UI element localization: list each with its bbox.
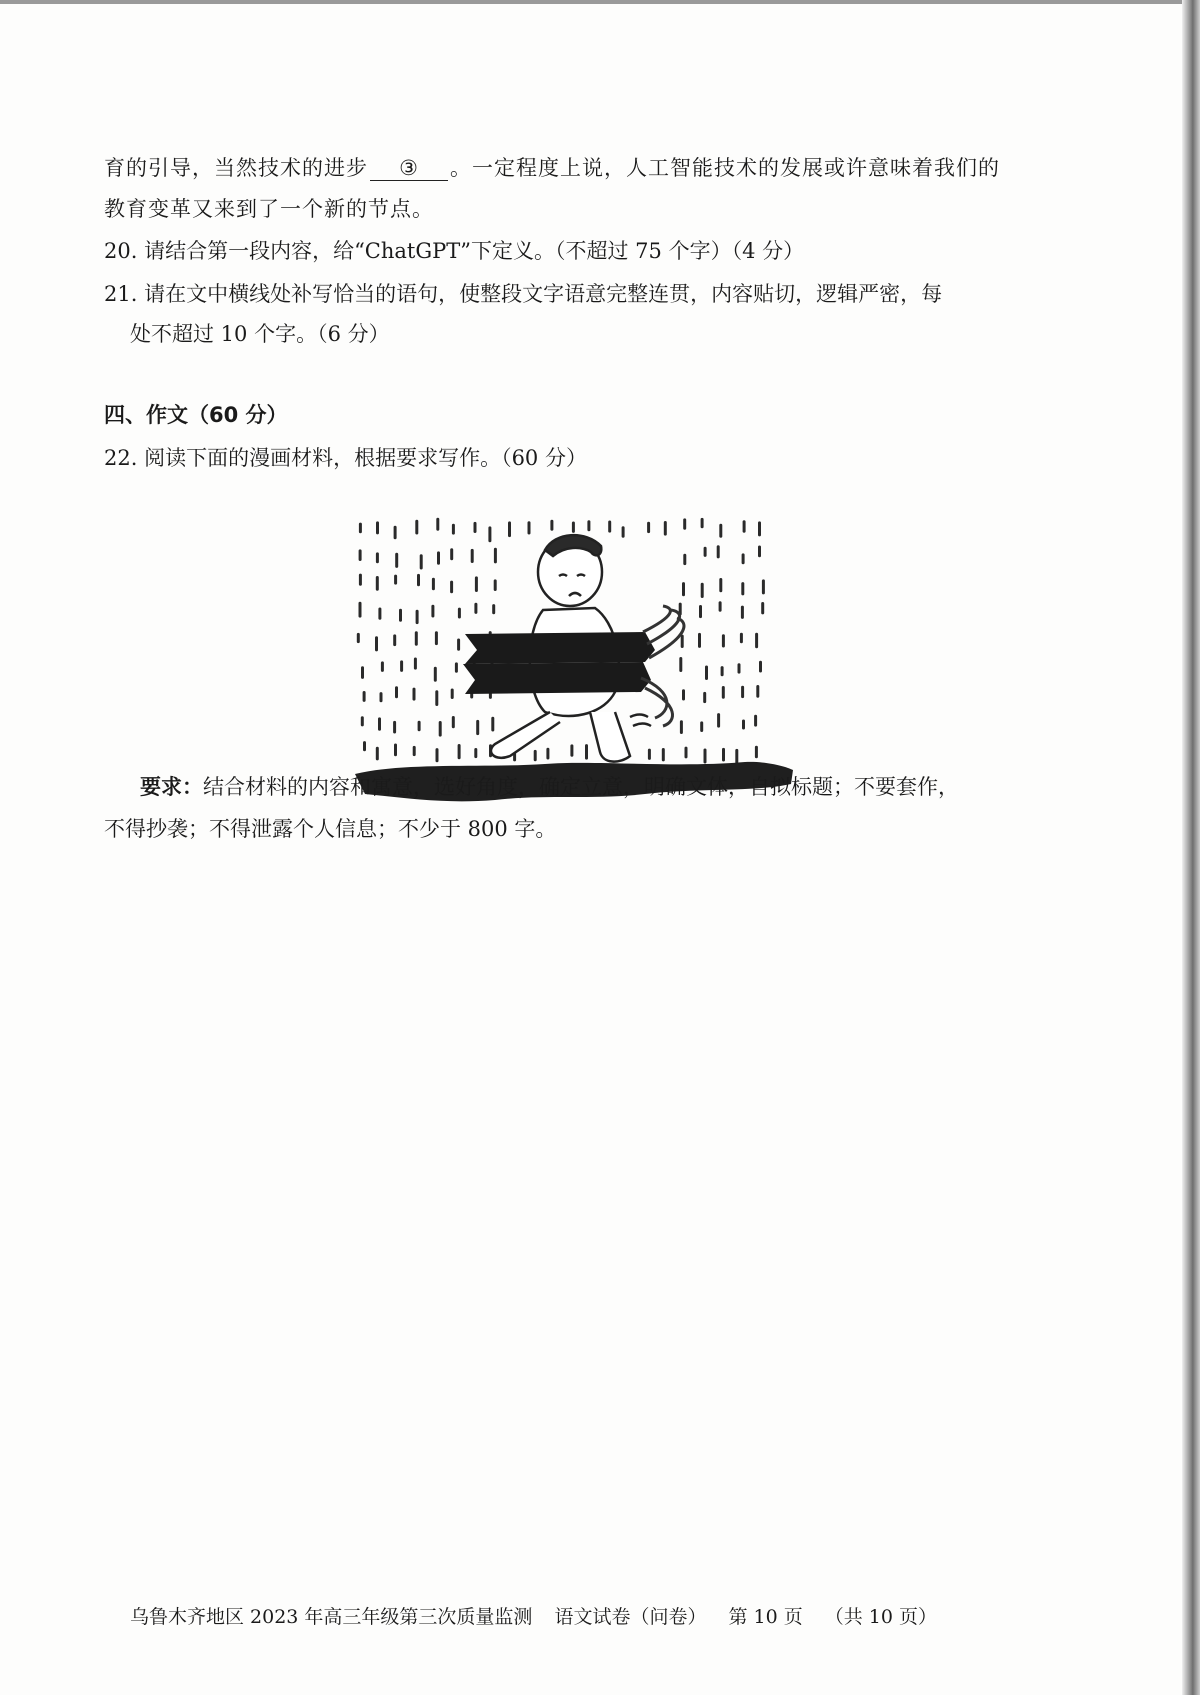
rain-drop (434, 667, 437, 682)
rain-drop (395, 553, 398, 568)
rain-drop (415, 631, 418, 645)
rain-drop (393, 634, 396, 646)
rain-drop (587, 520, 590, 531)
rain-drop (762, 579, 765, 594)
rain-drop (719, 601, 722, 611)
rain-drop (494, 579, 497, 591)
rain-drop (717, 545, 720, 558)
rain-drop (399, 609, 402, 622)
rain-drop (608, 521, 611, 533)
rain-drop (699, 605, 702, 618)
rain-drop (741, 606, 744, 619)
rain-drop (378, 717, 381, 730)
passage-line-1 (104, 153, 1044, 183)
rain-drop (432, 578, 435, 591)
rain-drop (722, 686, 725, 699)
rain-drop (357, 633, 360, 643)
rain-drop (494, 548, 497, 564)
rain-drop (458, 608, 461, 619)
rain-drop (704, 547, 707, 557)
rain-drop (394, 744, 397, 757)
requirements-text: 结合材料的内容和寓意，选好角度，确定立意，明确文体，自拟标题；不要套作， (203, 775, 959, 799)
rain-drop (474, 603, 477, 614)
rain-drop (458, 744, 461, 759)
rain-drop (400, 660, 403, 672)
rain-drop (761, 602, 764, 614)
rain-drop (476, 720, 479, 735)
rain-drop (758, 546, 761, 558)
rain-drop (413, 688, 416, 701)
rain-drop (755, 746, 758, 759)
rain-drop (681, 635, 684, 648)
rain-drop (361, 716, 364, 726)
rain-drop (363, 741, 366, 751)
rain-drop (451, 689, 454, 700)
rain-drop (436, 748, 439, 762)
paper-name: 语文试卷（问卷） (554, 1606, 707, 1628)
rain-drop (455, 662, 458, 672)
rain-drop (741, 582, 744, 595)
rain-drop (664, 521, 667, 536)
rain-drop (359, 574, 362, 586)
rain-drop (755, 633, 758, 649)
rain-drop (435, 690, 438, 706)
rain-drop (585, 744, 588, 760)
rain-drop (380, 692, 383, 702)
question-21-continued: 处不超过 10 个字。（6 分） (130, 322, 390, 346)
rain-drop (378, 608, 381, 620)
rain-drop (394, 526, 397, 540)
rain-drop (457, 639, 460, 651)
passage-line-2: 教育变革又来到了一个新的节点。 (104, 197, 434, 221)
rain-drop (420, 554, 423, 569)
scan-right-edge (1182, 0, 1200, 1695)
scan-top-edge (0, 0, 1200, 4)
rain-drop (418, 721, 421, 732)
rain-drop (394, 575, 397, 585)
rain-drop (528, 521, 531, 534)
rain-drop (450, 581, 453, 594)
question-22: 22. 阅读下面的漫画材料，根据要求写作。（60 分） (104, 446, 587, 470)
rain-drop (452, 524, 455, 535)
rain-drop (570, 744, 573, 756)
rain-drop (393, 721, 396, 734)
rain-drop (662, 748, 665, 761)
rain-drop (685, 747, 688, 759)
rain-drop (450, 548, 453, 560)
rain-drop (703, 692, 706, 703)
rain-drop (413, 746, 416, 756)
rain-drop (435, 631, 438, 645)
rain-drop (679, 657, 682, 672)
rain-drop (376, 552, 379, 563)
requirements-label: 要求： (140, 775, 203, 799)
rain-drop (705, 666, 708, 681)
rain-drop (363, 691, 366, 702)
rain-drop (683, 518, 686, 529)
rain-drop (680, 720, 683, 734)
rain-drop (698, 633, 701, 648)
rain-drop (758, 521, 761, 536)
rain-drop (719, 578, 722, 592)
rain-drop (439, 721, 442, 737)
rain-drop (431, 605, 434, 618)
question-20: 20. 请结合第一段内容，给“ChatGPT”下定义。（不超过 75 个字）（4 分） (104, 239, 805, 263)
rain-drop (376, 576, 379, 591)
rain-drop (700, 721, 703, 732)
rain-drop (719, 524, 722, 538)
cartoon-illustration (345, 512, 795, 812)
rain-drop (735, 749, 738, 765)
rain-drop (474, 522, 477, 533)
page-total: （共 10 页） (824, 1606, 937, 1628)
rain-drop (471, 549, 474, 563)
rain-drop (550, 520, 553, 531)
rain-drop (546, 748, 549, 760)
rain-drop (361, 666, 364, 679)
rain-drop (721, 666, 724, 676)
rain-drop (488, 526, 491, 542)
rain-drop (741, 686, 744, 698)
rain-drop (648, 749, 651, 760)
rain-drop (743, 520, 746, 533)
rain-drop (759, 661, 762, 673)
rain-drop (717, 713, 720, 728)
question-21: 21. 请在文中横线处补写恰当的语句，使整段文字语意完整连贯，内容贴切，逻辑严密，每 (104, 282, 943, 306)
rain-drop (722, 748, 725, 762)
rain-drop (722, 634, 725, 647)
exam-title: 乌鲁木齐地区 2023 年高三年级第三次质量监测 (130, 1606, 533, 1628)
passage-text: 育的引导，当然技术的进步 (104, 156, 368, 180)
rain-drop (437, 551, 440, 564)
rain-drop (572, 522, 575, 533)
rain-drop (508, 521, 511, 537)
rain-drop (452, 716, 455, 728)
rain-drop (436, 518, 439, 531)
requirements (104, 772, 1044, 802)
rain-drop (417, 574, 420, 586)
rain-drop (682, 582, 685, 596)
requirements-continued: 不得抄袭；不得泄露个人信息；不少于 800 字。 (104, 817, 557, 841)
rain-drop (742, 553, 745, 564)
rain-drop (416, 610, 419, 624)
rain-drop (492, 604, 495, 614)
rain-drop (622, 526, 625, 537)
page-number: 第 10 页 (728, 1606, 803, 1628)
rain-drop (701, 518, 704, 528)
rain-drop (415, 520, 418, 535)
rain-drop (534, 750, 537, 761)
rain-drop (738, 663, 741, 673)
rain-drop (742, 720, 745, 730)
rain-drop (475, 576, 478, 592)
rain-drop (701, 583, 704, 598)
rain-drop (376, 747, 379, 761)
rain-drop (754, 715, 757, 727)
rain-drop (359, 602, 362, 618)
rain-drop (704, 749, 707, 764)
page-footer (130, 1604, 1070, 1630)
rain-drop (474, 748, 477, 758)
rain-drop (491, 717, 494, 732)
section-heading-composition: 四、作文（60 分） (104, 403, 288, 427)
rain-drop (381, 661, 384, 672)
rain-drop (414, 658, 417, 670)
rain-drop (376, 521, 379, 534)
passage-text: 。一定程度上说，人工智能技术的发展或许意味着我们的 (450, 156, 1000, 180)
rain-drop (359, 523, 362, 534)
rain-drop (740, 633, 743, 644)
rain-drop (375, 636, 378, 651)
answer-blank-3: ③ (370, 156, 448, 181)
rain-drop (683, 554, 686, 565)
rain-drop (682, 689, 685, 700)
rain-drop (395, 686, 398, 698)
rain-drop (647, 522, 650, 533)
rain-drop (756, 685, 759, 698)
rain-drop (359, 549, 362, 561)
